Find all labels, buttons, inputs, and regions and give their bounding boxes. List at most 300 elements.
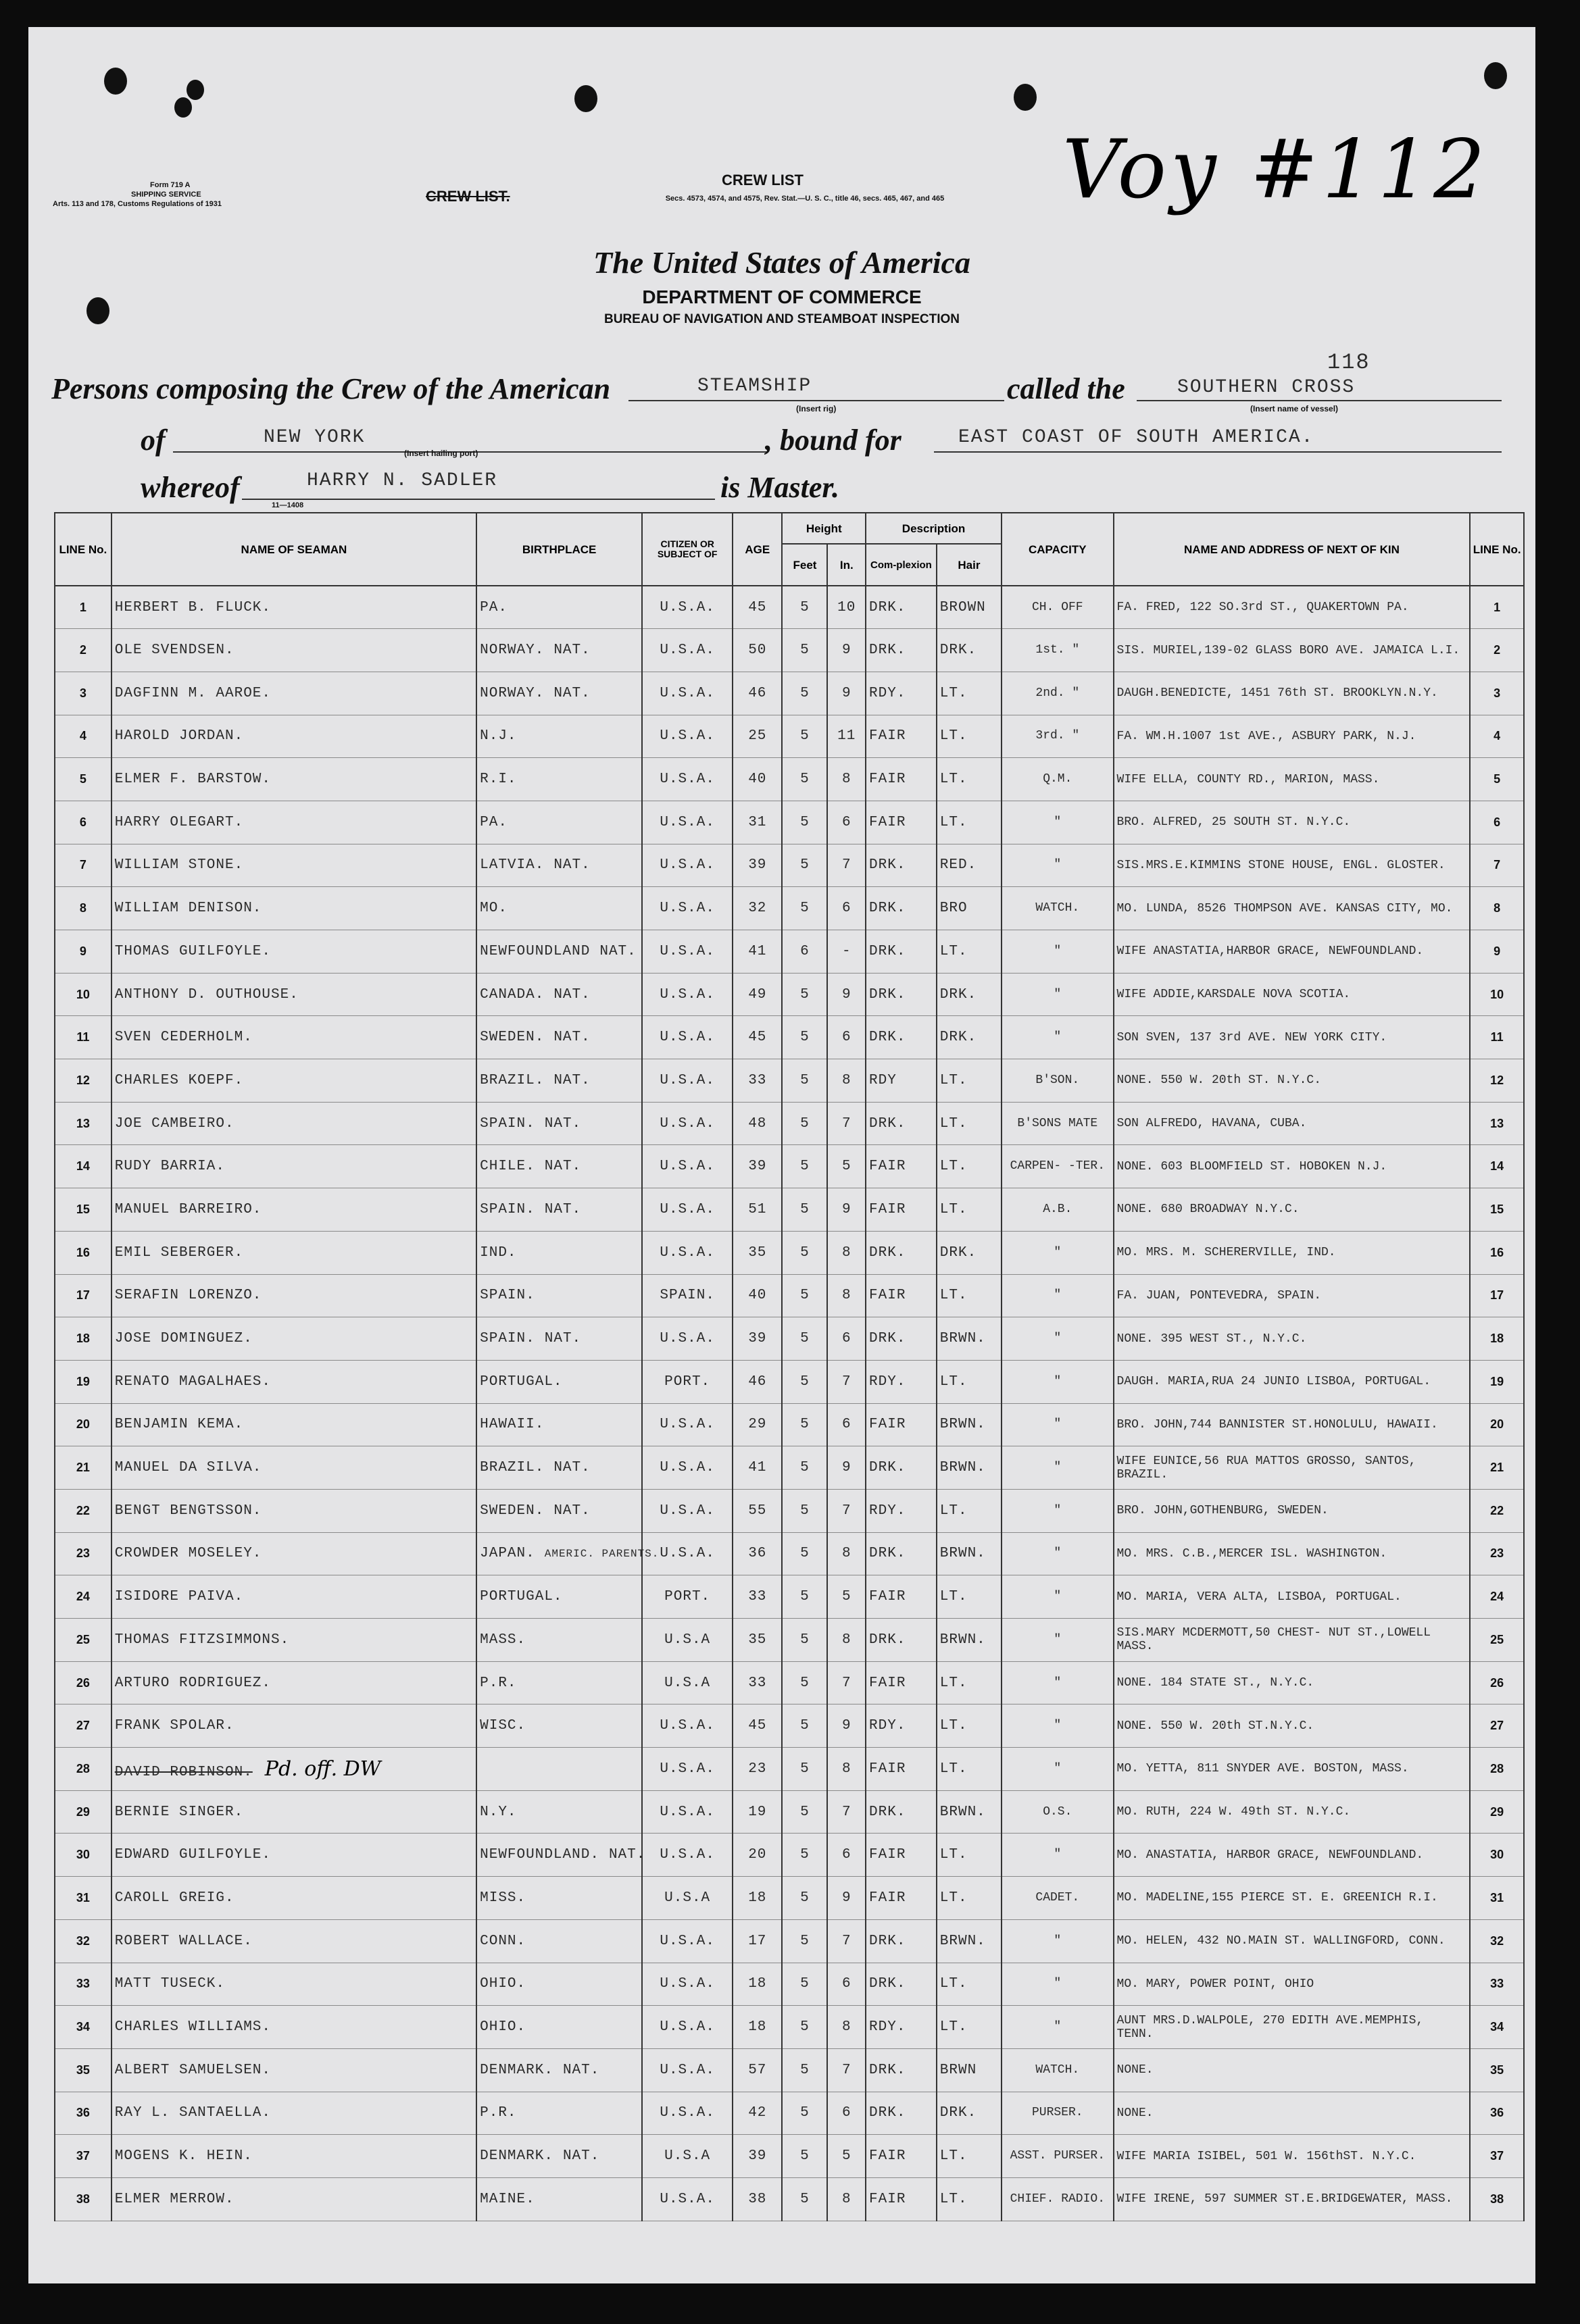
crew-list-heading: CREW LIST xyxy=(722,172,804,188)
citizen-of: U.S.A. xyxy=(642,1748,733,1791)
birthplace-text: SWEDEN. xyxy=(480,1502,545,1519)
crew-row xyxy=(55,1317,1524,1361)
master-line xyxy=(242,499,715,500)
height-feet: 5 xyxy=(782,1274,827,1317)
height-inches: 8 xyxy=(827,1059,866,1103)
next-of-kin: NONE. 184 STATE ST., N.Y.C. xyxy=(1114,1661,1471,1704)
age: 39 xyxy=(733,2135,782,2178)
height-feet: 5 xyxy=(782,586,827,629)
height-inches: 9 xyxy=(827,1188,866,1232)
line-number: 19 xyxy=(55,1360,112,1403)
capacity: " xyxy=(1002,1532,1113,1575)
seaman-name xyxy=(112,2092,476,2135)
citizen-of: U.S.A. xyxy=(642,1704,733,1748)
crew-row xyxy=(55,1963,1524,2006)
naturalized-note: NAT. xyxy=(553,1502,591,1519)
citizen-of: U.S.A. xyxy=(642,1532,733,1575)
crew-row xyxy=(55,1575,1524,1619)
hair: BRWN. xyxy=(937,1790,1002,1834)
birthplace-text: OHIO. xyxy=(480,1976,526,1992)
line-number-right: 22 xyxy=(1470,1489,1524,1532)
next-of-kin: NONE. 603 BLOOMFIELD ST. HOBOKEN N.J. xyxy=(1114,1145,1471,1188)
seaman-name xyxy=(112,672,476,715)
country-title: The United States of America xyxy=(593,245,970,280)
height-feet: 5 xyxy=(782,1403,827,1446)
height-inches: 7 xyxy=(827,1919,866,1963)
birthplace xyxy=(476,672,642,715)
birthplace xyxy=(476,1790,642,1834)
seaman-name xyxy=(112,586,476,629)
seaman-name xyxy=(112,1661,476,1704)
paid-off-annotation: Pd. off. DW xyxy=(264,1757,381,1781)
seaman-name xyxy=(112,758,476,801)
height-inches: 7 xyxy=(827,1360,866,1403)
seaman-name xyxy=(112,1877,476,1920)
seaman-name-text: WILLIAM STONE. xyxy=(114,857,244,874)
complexion: FAIR xyxy=(866,1188,937,1232)
birthplace-text: CANADA. xyxy=(480,986,545,1003)
capacity: " xyxy=(1002,1919,1113,1963)
birthplace xyxy=(476,1877,642,1920)
citizen-of: U.S.A. xyxy=(642,629,733,672)
seaman-name xyxy=(112,715,476,758)
col-birthplace: BIRTHPLACE xyxy=(476,513,642,586)
capacity: " xyxy=(1002,1231,1113,1274)
birthplace-text: NORWAY. xyxy=(480,685,545,701)
capacity: " xyxy=(1002,1619,1113,1662)
col-citizen: CITIZEN OR SUBJECT OF xyxy=(642,513,733,586)
seaman-name xyxy=(112,1834,476,1877)
line-number-right: 30 xyxy=(1470,1834,1524,1877)
seaman-name-text: ALBERT SAMUELSEN. xyxy=(114,2062,272,2078)
height-feet: 5 xyxy=(782,1790,827,1834)
citizen-of: U.S.A. xyxy=(642,2092,733,2135)
birthplace-text: CHILE. xyxy=(480,1159,535,1175)
line-number: 24 xyxy=(55,1575,112,1619)
citizen-of: U.S.A xyxy=(642,2135,733,2178)
crew-table xyxy=(54,512,1525,2221)
birthplace xyxy=(476,1748,642,1791)
complexion: DRK. xyxy=(866,1102,937,1145)
birthplace xyxy=(476,2177,642,2221)
complexion: FAIR xyxy=(866,2177,937,2221)
complexion: FAIR xyxy=(866,758,937,801)
seaman-name-text: OLE SVENDSEN. xyxy=(114,642,234,659)
crew-row xyxy=(55,1704,1524,1748)
complexion: RDY. xyxy=(866,1489,937,1532)
height-feet: 5 xyxy=(782,1188,827,1232)
capacity: CHIEF. RADIO. xyxy=(1002,2177,1113,2221)
age: 23 xyxy=(733,1748,782,1791)
seaman-name-text: CAROLL GREIG. xyxy=(114,1890,234,1906)
citizen-of: U.S.A. xyxy=(642,1145,733,1188)
naturalized-note: NAT. xyxy=(544,1331,582,1347)
seaman-name xyxy=(112,1403,476,1446)
age: 57 xyxy=(733,2048,782,2092)
height-feet: 5 xyxy=(782,1102,827,1145)
complexion: DRK. xyxy=(866,629,937,672)
crew-row xyxy=(55,801,1524,844)
next-of-kin: SIS. MURIEL,139-02 GLASS BORO AVE. JAMAICA L.I. xyxy=(1114,629,1471,672)
naturalized-note: NAT. xyxy=(553,642,591,659)
seaman-name-text: DAGFINN M. AAROE. xyxy=(114,685,272,701)
citizen-of: U.S.A. xyxy=(642,2006,733,2049)
height-inches: 10 xyxy=(827,586,866,629)
complexion: FAIR xyxy=(866,1748,937,1791)
naturalized-note: NAT. xyxy=(553,857,591,874)
age: 50 xyxy=(733,629,782,672)
citizen-of: U.S.A. xyxy=(642,973,733,1016)
birthplace xyxy=(476,930,642,974)
seaman-name-text: HARRY OLEGART. xyxy=(114,814,244,830)
hair: LT. xyxy=(937,1834,1002,1877)
birthplace xyxy=(476,1661,642,1704)
citizen-of: U.S.A. xyxy=(642,1016,733,1059)
crew-row xyxy=(55,1016,1524,1059)
complexion: FAIR xyxy=(866,1145,937,1188)
capacity: " xyxy=(1002,1748,1113,1791)
citizen-of: U.S.A. xyxy=(642,930,733,974)
height-feet: 5 xyxy=(782,1016,827,1059)
complexion: DRK. xyxy=(866,844,937,887)
seaman-name xyxy=(112,1360,476,1403)
crew-row xyxy=(55,586,1524,629)
citizen-of: U.S.A. xyxy=(642,1963,733,2006)
age: 49 xyxy=(733,973,782,1016)
line-number: 20 xyxy=(55,1403,112,1446)
hair: LT. xyxy=(937,1059,1002,1103)
citizen-of: U.S.A. xyxy=(642,1059,733,1103)
height-inches: 6 xyxy=(827,1834,866,1877)
citizen-of: U.S.A. xyxy=(642,758,733,801)
rig-line xyxy=(628,400,1004,401)
complexion: DRK. xyxy=(866,1532,937,1575)
capacity: " xyxy=(1002,1317,1113,1361)
next-of-kin: BRO. JOHN,744 BANNISTER ST.HONOLULU, HAWAII. xyxy=(1114,1403,1471,1446)
hair: BRWN. xyxy=(937,1317,1002,1361)
crew-row xyxy=(55,629,1524,672)
crew-row xyxy=(55,2006,1524,2049)
height-inches: 6 xyxy=(827,1317,866,1361)
hair: DRK. xyxy=(937,973,1002,1016)
capacity: " xyxy=(1002,1489,1113,1532)
hair: LT. xyxy=(937,1145,1002,1188)
hair: LT. xyxy=(937,1704,1002,1748)
height-inches: - xyxy=(827,930,866,974)
line-number: 16 xyxy=(55,1231,112,1274)
line-number-right: 4 xyxy=(1470,715,1524,758)
complexion: FAIR xyxy=(866,2135,937,2178)
punch-hole xyxy=(187,80,204,100)
crew-row xyxy=(55,1145,1524,1188)
next-of-kin: MO. RUTH, 224 W. 49th ST. N.Y.C. xyxy=(1114,1790,1471,1834)
capacity: " xyxy=(1002,1403,1113,1446)
naturalized-note: NAT. xyxy=(562,2148,600,2165)
hair: LT. xyxy=(937,2006,1002,2049)
height-inches: 8 xyxy=(827,1231,866,1274)
next-of-kin: NONE. 680 BROADWAY N.Y.C. xyxy=(1114,1188,1471,1232)
hair: BRWN. xyxy=(937,1532,1002,1575)
birthplace-text: SPAIN. xyxy=(480,1201,535,1217)
citizen-of: U.S.A. xyxy=(642,1231,733,1274)
height-feet: 5 xyxy=(782,2135,827,2178)
citizen-of: U.S.A xyxy=(642,1619,733,1662)
citizen-of: U.S.A. xyxy=(642,2177,733,2221)
birthplace-text: LATVIA. xyxy=(480,857,545,874)
seaman-name-text: CROWDER MOSELEY. xyxy=(114,1546,262,1562)
line-number-right: 1 xyxy=(1470,586,1524,629)
height-inches: 9 xyxy=(827,629,866,672)
citizen-of: U.S.A. xyxy=(642,1834,733,1877)
height-inches: 6 xyxy=(827,1963,866,2006)
col-description: Description xyxy=(866,513,1002,544)
complexion: DRK. xyxy=(866,1317,937,1361)
next-of-kin: NONE. 395 WEST ST., N.Y.C. xyxy=(1114,1317,1471,1361)
seaman-name-text: JOE CAMBEIRO. xyxy=(114,1115,234,1132)
age: 38 xyxy=(733,2177,782,2221)
line-number: 5 xyxy=(55,758,112,801)
of-label: of xyxy=(141,424,166,457)
citizen-of: U.S.A. xyxy=(642,1317,733,1361)
line-number-right: 27 xyxy=(1470,1704,1524,1748)
line-number-right: 32 xyxy=(1470,1919,1524,1963)
seaman-name xyxy=(112,2177,476,2221)
birthplace-text: N.J. xyxy=(480,728,517,744)
height-inches: 6 xyxy=(827,1016,866,1059)
height-inches: 11 xyxy=(827,715,866,758)
naturalized-note: NAT. xyxy=(562,2062,600,2078)
col-height: Height xyxy=(782,513,866,544)
master-label: is Master. xyxy=(720,471,840,504)
height-feet: 5 xyxy=(782,1919,827,1963)
age: 48 xyxy=(733,1102,782,1145)
height-feet: 5 xyxy=(782,672,827,715)
age: 17 xyxy=(733,1919,782,1963)
complexion: RDY. xyxy=(866,672,937,715)
seaman-name-text: EMIL SEBERGER. xyxy=(114,1244,244,1261)
seaman-name-text: BERNIE SINGER. xyxy=(114,1804,244,1820)
height-feet: 5 xyxy=(782,1661,827,1704)
line-number: 31 xyxy=(55,1877,112,1920)
seaman-name-text: JOSE DOMINGUEZ. xyxy=(114,1331,253,1347)
crew-row xyxy=(55,930,1524,974)
line-number-right: 18 xyxy=(1470,1317,1524,1361)
col-hair: Hair xyxy=(937,544,1002,586)
port-value: NEW YORK xyxy=(264,427,366,448)
seaman-name xyxy=(112,1575,476,1619)
naturalized-note: NAT. xyxy=(553,986,591,1003)
citizen-of: U.S.A. xyxy=(642,801,733,844)
citizen-of: U.S.A. xyxy=(642,844,733,887)
hair: DRK. xyxy=(937,1016,1002,1059)
birthplace xyxy=(476,2092,642,2135)
height-inches: 8 xyxy=(827,2177,866,2221)
seaman-name xyxy=(112,1016,476,1059)
line-number: 12 xyxy=(55,1059,112,1103)
height-feet: 5 xyxy=(782,1575,827,1619)
citizen-of: U.S.A. xyxy=(642,1489,733,1532)
naturalized-note: NAT. xyxy=(544,1159,582,1175)
citizen-of: U.S.A. xyxy=(642,1188,733,1232)
line-number: 22 xyxy=(55,1489,112,1532)
crew-row xyxy=(55,887,1524,930)
height-feet: 5 xyxy=(782,715,827,758)
line-number-right: 11 xyxy=(1470,1016,1524,1059)
height-inches: 6 xyxy=(827,887,866,930)
birthplace xyxy=(476,1059,642,1103)
crew-row xyxy=(55,973,1524,1016)
capacity: ASST. PURSER. xyxy=(1002,2135,1113,2178)
next-of-kin: FA. WM.H.1007 1st AVE., ASBURY PARK, N.J. xyxy=(1114,715,1471,758)
complexion: DRK. xyxy=(866,1446,937,1490)
birthplace xyxy=(476,1834,646,1877)
line-number: 25 xyxy=(55,1619,112,1662)
master-value: HARRY N. SADLER xyxy=(307,470,498,491)
citizen-of: U.S.A. xyxy=(642,1790,733,1834)
col-capacity: CAPACITY xyxy=(1002,513,1113,586)
complexion: DRK. xyxy=(866,1963,937,2006)
capacity: " xyxy=(1002,2006,1113,2049)
birthplace-text: WISC. xyxy=(480,1718,526,1734)
next-of-kin: NONE. xyxy=(1114,2092,1471,2135)
next-of-kin: WIFE ANASTATIA,HARBOR GRACE, NEWFOUNDLAND. xyxy=(1114,930,1471,974)
crew-table-body xyxy=(55,586,1524,2221)
seaman-name xyxy=(112,1704,476,1748)
crew-row xyxy=(55,1274,1524,1317)
hair: LT. xyxy=(937,672,1002,715)
complexion: DRK. xyxy=(866,586,937,629)
seaman-name xyxy=(112,1231,476,1274)
height-inches: 7 xyxy=(827,1489,866,1532)
height-feet: 5 xyxy=(782,1145,827,1188)
complexion: FAIR xyxy=(866,1834,937,1877)
birthplace xyxy=(476,1274,642,1317)
naturalized-note: NAT. xyxy=(553,685,591,701)
age: 33 xyxy=(733,1575,782,1619)
line-number-right: 20 xyxy=(1470,1403,1524,1446)
next-of-kin: MO. MADELINE,155 PIERCE ST. E. GREENICH R.I. xyxy=(1114,1877,1471,1920)
line-number: 35 xyxy=(55,2048,112,2092)
hair: BRO xyxy=(937,887,1002,930)
age: 35 xyxy=(733,1619,782,1662)
hair: LT. xyxy=(937,1877,1002,1920)
seaman-name-text: ELMER F. BARSTOW. xyxy=(114,772,272,788)
line-number: 29 xyxy=(55,1790,112,1834)
birthplace-text: MISS. xyxy=(480,1890,526,1906)
hair: BRWN xyxy=(937,2048,1002,2092)
next-of-kin: MO. MRS. C.B.,MERCER ISL. WASHINGTON. xyxy=(1114,1532,1471,1575)
complexion: RDY xyxy=(866,1059,937,1103)
line-number: 26 xyxy=(55,1661,112,1704)
seaman-name-text: DAVID ROBINSON. xyxy=(114,1764,253,1780)
seaman-name-text: BENGT BENGTSSON. xyxy=(114,1502,262,1519)
birthplace xyxy=(476,887,642,930)
height-feet: 5 xyxy=(782,1532,827,1575)
birthplace xyxy=(476,1619,642,1662)
hair: LT. xyxy=(937,715,1002,758)
height-feet: 5 xyxy=(782,758,827,801)
complexion: RDY. xyxy=(866,1704,937,1748)
complexion: DRK. xyxy=(866,1619,937,1662)
crew-row xyxy=(55,1661,1524,1704)
form-regulations: Arts. 113 and 178, Customs Regulations of 1931 xyxy=(53,200,222,208)
height-feet: 5 xyxy=(782,629,827,672)
birthplace xyxy=(476,1317,642,1361)
birthplace xyxy=(476,2006,642,2049)
capacity: B'SONS MATE xyxy=(1002,1102,1113,1145)
seaman-name xyxy=(112,2048,476,2092)
seaman-name-text: MANUEL DA SILVA. xyxy=(114,1460,262,1476)
seaman-name-text: MATT TUSECK. xyxy=(114,1976,225,1992)
next-of-kin: MO. MRS. M. SCHERERVILLE, IND. xyxy=(1114,1231,1471,1274)
capacity: " xyxy=(1002,1834,1113,1877)
height-inches: 6 xyxy=(827,1403,866,1446)
form-number: Form 719 A xyxy=(150,181,191,189)
next-of-kin: NONE. xyxy=(1114,2048,1471,2092)
birthplace-text: PA. xyxy=(480,814,508,830)
seaman-name xyxy=(112,1102,476,1145)
crew-row xyxy=(55,1059,1524,1103)
crew-row xyxy=(55,844,1524,887)
birthplace-text: PA. xyxy=(480,599,508,615)
crew-row xyxy=(55,1532,1524,1575)
age: 20 xyxy=(733,1834,782,1877)
next-of-kin: NONE. 550 W. 20th ST.N.Y.C. xyxy=(1114,1704,1471,1748)
capacity: 1st. " xyxy=(1002,629,1113,672)
birthplace xyxy=(476,1575,642,1619)
birthplace xyxy=(476,1231,642,1274)
next-of-kin: DAUGH.BENEDICTE, 1451 76th ST. BROOKLYN.N.Y. xyxy=(1114,672,1471,715)
line-number: 2 xyxy=(55,629,112,672)
rig-value: STEAMSHIP xyxy=(697,376,812,397)
seaman-name xyxy=(112,801,476,844)
seaman-name xyxy=(112,1919,476,1963)
statutes-note: Secs. 4573, 4574, and 4575, Rev. Stat.—U. S. C., title 46, secs. 465, 467, and 465 xyxy=(665,195,945,203)
height-inches: 7 xyxy=(827,2048,866,2092)
capacity: CH. OFF xyxy=(1002,586,1113,629)
hair: BRWN. xyxy=(937,1403,1002,1446)
line-number: 34 xyxy=(55,2006,112,2049)
age: 39 xyxy=(733,844,782,887)
next-of-kin: AUNT MRS.D.WALPOLE, 270 EDITH AVE.MEMPHIS, TENN. xyxy=(1114,2006,1471,2049)
height-inches: 8 xyxy=(827,1748,866,1791)
age: 40 xyxy=(733,1274,782,1317)
department-title: DEPARTMENT OF COMMERCE xyxy=(642,286,922,307)
voyage-handwritten: Voy #112 xyxy=(1062,123,1489,217)
whereof-label: whereof xyxy=(141,471,240,504)
height-feet: 6 xyxy=(782,930,827,974)
voyage-number: 118 xyxy=(1327,350,1371,375)
line-number-right: 13 xyxy=(1470,1102,1524,1145)
next-of-kin: WIFE EUNICE,56 RUA MATTOS GROSSO, SANTOS, BRAZIL. xyxy=(1114,1446,1471,1490)
birthplace-text: CONN. xyxy=(480,1933,526,1949)
seaman-name xyxy=(112,629,476,672)
next-of-kin: SON SVEN, 137 3rd AVE. NEW YORK CITY. xyxy=(1114,1016,1471,1059)
height-feet: 5 xyxy=(782,2006,827,2049)
capacity: " xyxy=(1002,1274,1113,1317)
capacity: CADET. xyxy=(1002,1877,1113,1920)
hair: BRWN. xyxy=(937,1919,1002,1963)
complexion: RDY. xyxy=(866,1360,937,1403)
capacity: " xyxy=(1002,844,1113,887)
seaman-name xyxy=(112,1188,476,1232)
complexion: DRK. xyxy=(866,2048,937,2092)
birthplace xyxy=(476,1188,642,1232)
citizen-of: PORT. xyxy=(642,1575,733,1619)
age: 41 xyxy=(733,1446,782,1490)
line-number-right: 6 xyxy=(1470,801,1524,844)
age: 46 xyxy=(733,672,782,715)
